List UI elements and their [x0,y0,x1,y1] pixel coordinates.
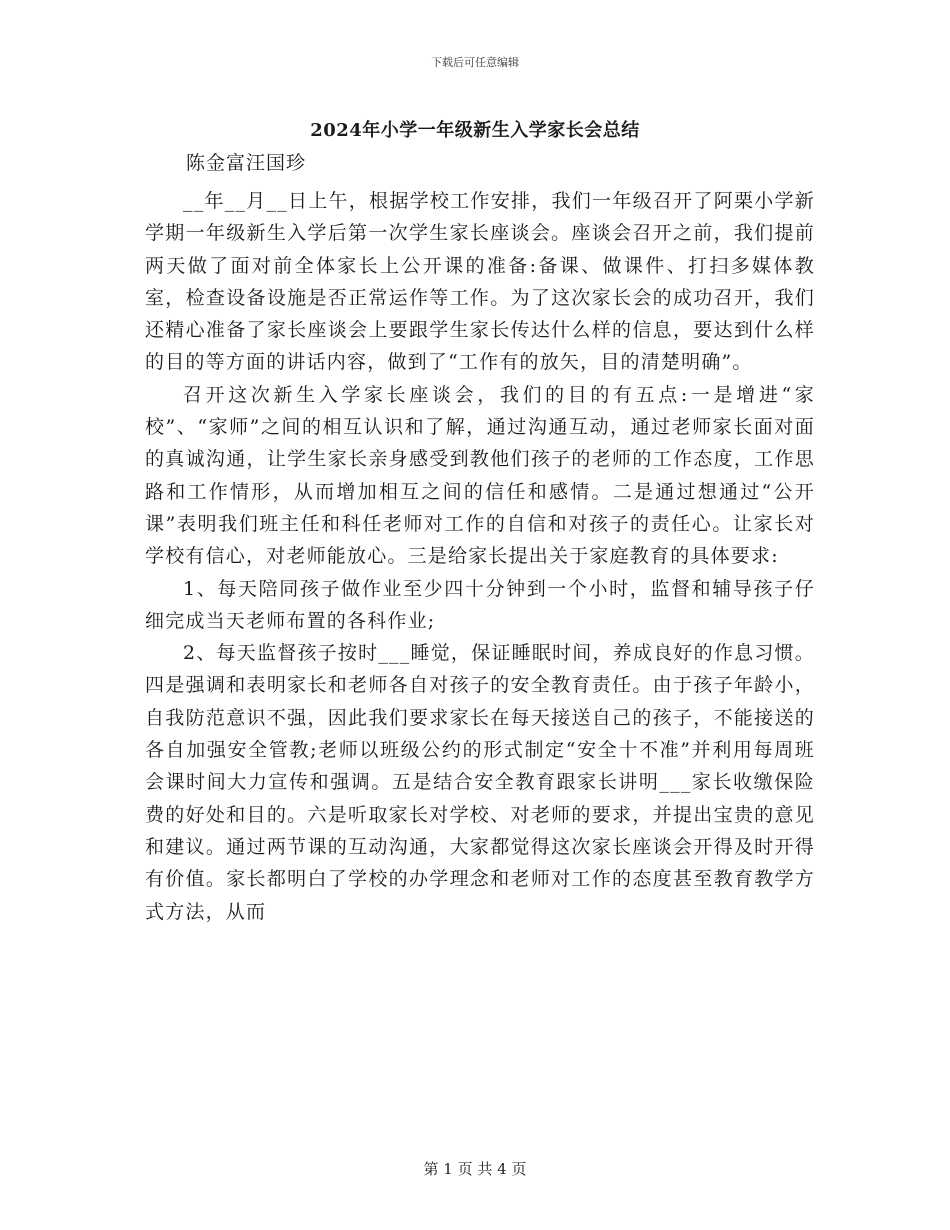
author-line: 陈金富汪国珍 [186,152,307,174]
paragraph-3: 1、每天陪同孩子做作业至少四十分钟到一个小时，监督和辅导孩子仔细完成当天老师布置的各科作业; [145,577,815,632]
document-title: 2024年小学一年级新生入学家长会总结 [310,120,640,141]
page-footer: 第 1 页 共 4 页 [423,1160,527,1178]
paragraph-4: 2、每天监督孩子按时___睡觉，保证睡眠时间，养成良好的作息习惯。四是强调和表明家长和老师各自对孩子的安全教育责任。由于孩子年龄小，自我防范意识不强，因此我们要求家长在每天接送自己的孩子，不能接送的各自加强安全管教;老师以班级公约的形式制定“安全十不准”并利用每周班会课时间大力宣传和强调。五是结合安全教育跟家长讲明___家长收缴保险费的好处和目的。六是听取家长对学校、对老师的要求，并提出宝贵的意见和建议。通过两节课的互动沟通，大家都觉得这次家长座谈会开得及时开得有价值。家长都明白了学校的办学理念和老师对工作的态度甚至教育教学方式方法，从而 [145,642,815,923]
header-note: 下载后可任意编辑 [431,56,519,69]
paragraph-2: 召开这次新生入学家长座谈会，我们的目的有五点:一是增进“家校”、“家师”之间的相互认识和了解，通过沟通互动，通过老师家长面对面的真诚沟通，让学生家长亲身感受到教他们孩子的老师的工作态度，工作思路和工作情形，从而增加相互之间的信任和感情。二是通过想通过“公开课”表明我们班主任和科任老师对工作的自信和对孩子的责任心。让家长对学校有信心，对老师能放心。三是给家长提出关于家庭教育的具体要求: [145,383,815,568]
paragraph-1: __年__月__日上午，根据学校工作安排，我们一年级召开了阿栗小学新学期一年级新生入学后第一次学生家长座谈会。座谈会召开之前，我们提前两天做了面对前全体家长上公开课的准备:备课、做课件、打扫多媒体教室，检查设备设施是否正常运作等工作。为了这次家长会的成功召开，我们还精心准备了家长座谈会上要跟学生家长传达什么样的信息，要达到什么样的目的等方面的讲话内容，做到了“工作有的放矢，目的清楚明确”。 [145,190,815,374]
document-body [145,185,815,928]
